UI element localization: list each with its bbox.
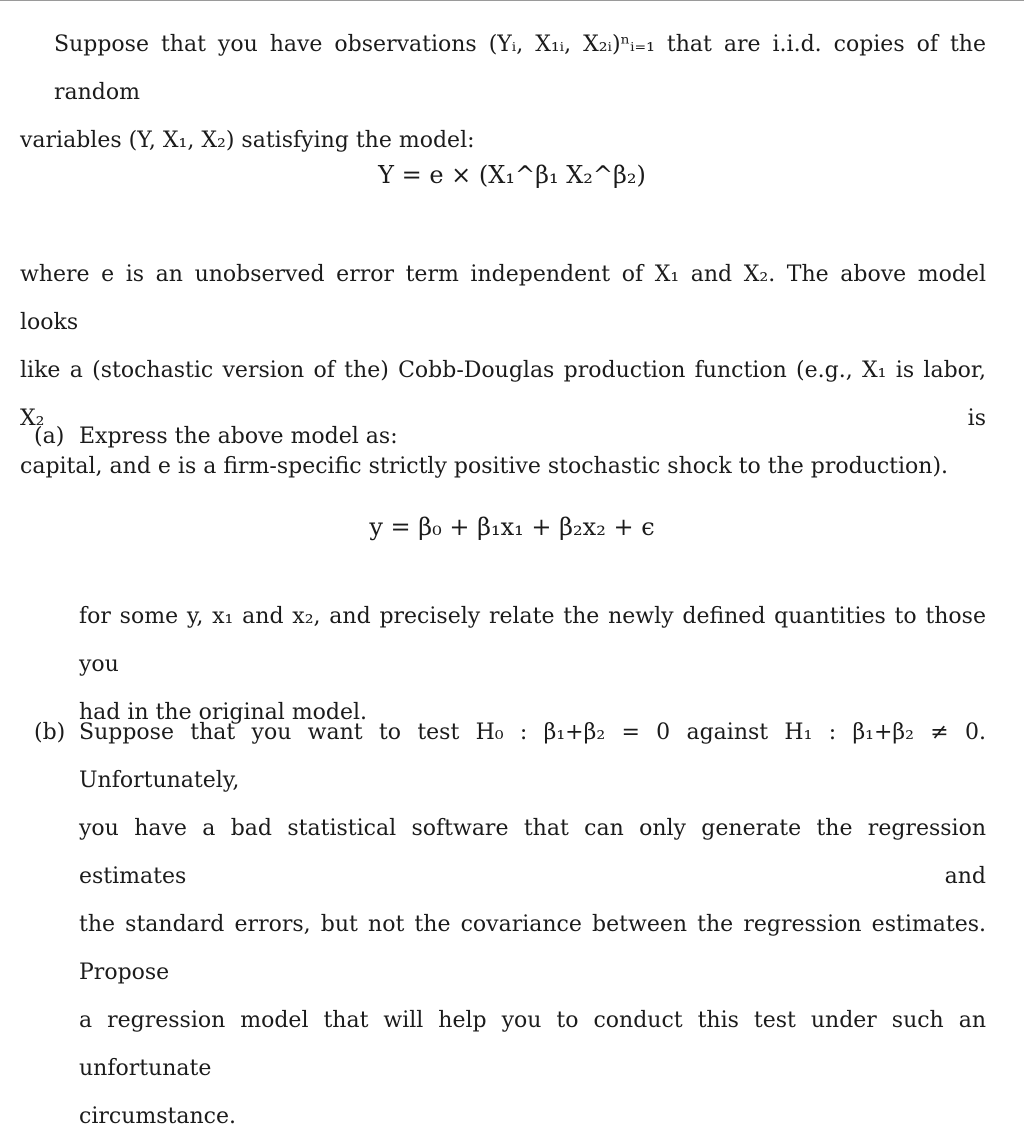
description-line-1: where e is an unobserved error term independent of X₁ and X₂. The above model looks (20, 262, 986, 335)
description-line-3: capital, and e is a firm-specific strictly positive stochastic shock to the production). (20, 454, 949, 479)
part-b (34, 709, 986, 1141)
part-b-line-3: the standard errors, but not the covariance between the regression estimates. Propose (79, 912, 986, 985)
part-a-label: (a) (34, 424, 65, 449)
part-b-line-1: Suppose that you want to test H₀ : β₁+β₂ = 0 against H₁ : β₁+β₂ ≠ 0. Unfortunately, (79, 720, 986, 793)
description-line-2: like a (stochastic version of the) Cobb-Douglas production function (e.g., X₁ is labor, X₂ is (20, 358, 986, 431)
intro-line-2: variables (Y, X₁, X₂) satisfying the model: (20, 128, 475, 153)
intro-line-1: Suppose that you have observations (Yᵢ, X₁ᵢ, X₂ᵢ)ⁿᵢ₌₁ that are i.i.d. copies of the random (54, 32, 986, 105)
part-b-line-2: you have a bad statistical software that can only generate the regression estimates and (79, 816, 986, 889)
model-equation: Y = e × (X₁^β₁ X₂^β₂) (378, 161, 646, 189)
part-a (34, 413, 986, 461)
part-b-label: (b) (34, 720, 66, 745)
linear-model-equation: y = β₀ + β₁x₁ + β₂x₂ + ϵ (369, 513, 655, 541)
part-b-line-5: circumstance. (79, 1104, 236, 1129)
part-a-text: Express the above model as: (79, 424, 398, 449)
part-b-line-4: a regression model that will help you to conduct this test under such an unfortunate (79, 1008, 986, 1081)
intro-paragraph (20, 21, 986, 165)
part-a-followup-line-1: for some y, x₁ and x₂, and precisely relate the newly defined quantities to those you (79, 604, 986, 677)
part-a-followup-line-2: had in the original model. (79, 700, 368, 725)
